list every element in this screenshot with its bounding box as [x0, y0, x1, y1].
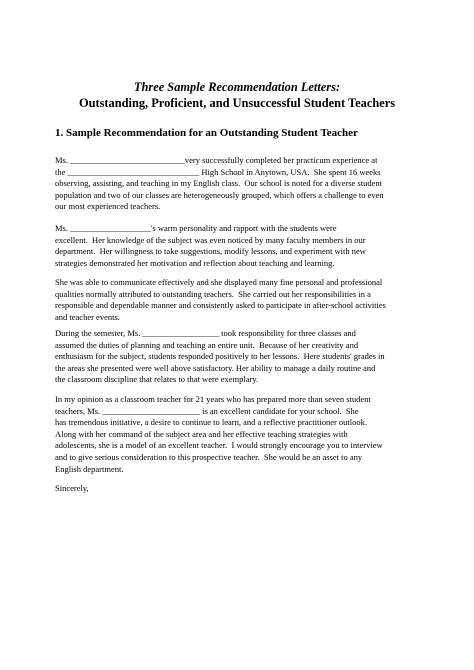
paragraph-line: enthusiasm for the subject, students responded positively to her lessons. Here students' grades in: [55, 351, 385, 362]
paragraph-line: adolescents, she is a model of an excellent teacher. I would strongly encourage you to interview: [55, 440, 383, 451]
paragraph-line: the classroom discipline that relates to that were exemplary.: [55, 374, 259, 385]
paragraph-line: teachers, Ms. _______________________ is an excellent candidate for your school. She: [55, 405, 359, 416]
paragraph-line: the areas she presented were well above satisfactory. Her ability to manage a daily routine and: [55, 362, 376, 373]
paragraph-3: [55, 277, 425, 323]
paragraph-line: In my opinion as a classroom teacher for 21 years who has prepared more than seven student: [55, 394, 371, 404]
paragraph-line: responsible and dependable manner and consistently asked to participate in after-school activities: [55, 300, 386, 311]
paragraph-2: [55, 223, 425, 269]
closing: Sincerely,: [55, 483, 89, 493]
paragraph-line: observing, assisting, and teaching in my English class. Our school is noted for a diverse student: [55, 178, 382, 189]
paragraph-line: our most experienced teachers.: [55, 201, 161, 212]
paragraph-line: and to give serious consideration to this prospective teacher. She would be an asset to any: [55, 451, 363, 462]
paragraph-line: population and two of our classes are heterogeneously grouped, which offers a challenge to even: [55, 189, 384, 200]
title-line-1: Three Sample Recommendation Letters:: [133, 80, 341, 94]
paragraph-line: Ms. ___________________________very successfully completed her practicum experience at: [55, 155, 378, 165]
document-title: [40, 79, 434, 111]
paragraph-line: qualities normally attributed to outstanding teachers. She carried out her responsibilities in a: [55, 288, 371, 299]
paragraph-1: [55, 155, 425, 213]
paragraph-line: She was able to communicate effectively and she displayed many fine personal and professional: [55, 277, 383, 287]
paragraph-line: has tremendous initiative, a desire to continue to learn, and a reflective practitioner outlook.: [55, 417, 368, 428]
paragraph-line: Along with her command of the subject area and her effective teaching strategies with: [55, 428, 348, 439]
paragraph-line: excellent. Her knowledge of the subject was even noticed by many faculty members in our: [55, 234, 366, 245]
title-line-2: Outstanding, Proficient, and Unsuccessful Student Teachers: [78, 96, 396, 110]
paragraph-line: and teacher events.: [55, 311, 120, 322]
paragraph-line: Ms. ___________________'s warm personality and rapport with the students were: [55, 223, 337, 233]
paragraph-line: strategies demonstrated her motivation and reflection about teaching and learning.: [55, 257, 335, 268]
paragraph-line: department. Her willingness to take suggestions, modify lessons, and experiment with new: [55, 246, 366, 257]
paragraph-line: During the semester, Ms. __________________ took responsibility for three classes and: [55, 328, 356, 338]
paragraph-5: [55, 394, 425, 475]
paragraph-4: [55, 328, 425, 386]
paragraph-line: the _______________________________ High School in Anytown, USA. She spent 16 weeks: [55, 166, 381, 177]
paragraph-line: assumed the duties of planning and teaching an entire unit. Because of her creativity and: [55, 339, 359, 350]
section-heading: 1. Sample Recommendation for an Outstanding Student Teacher: [55, 127, 358, 139]
paragraph-line: English department.: [55, 463, 124, 474]
